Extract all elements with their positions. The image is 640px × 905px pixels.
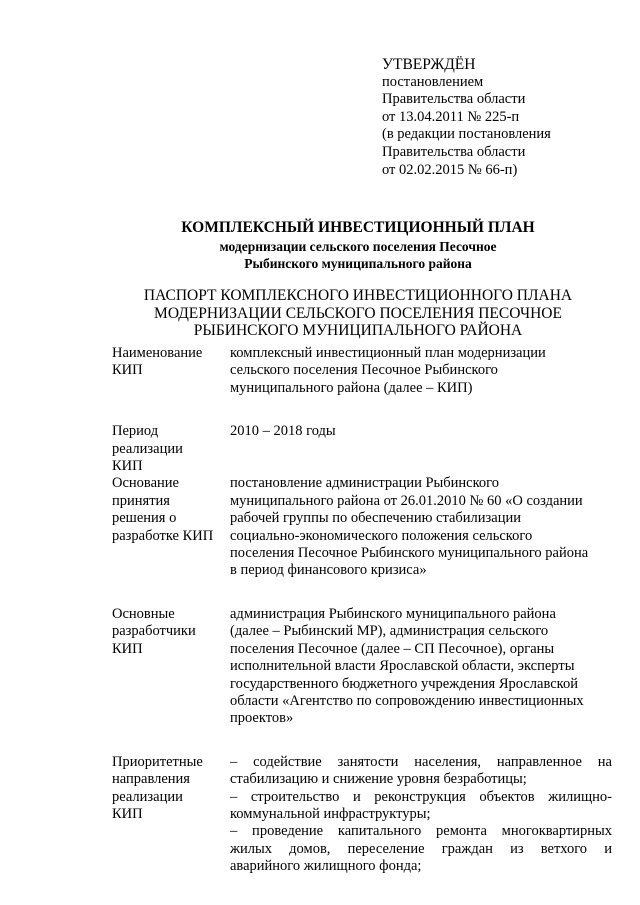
label-line: принятия — [112, 492, 170, 509]
label-line: КИП — [112, 640, 143, 657]
passport-table — [112, 345, 612, 876]
label-line: Период — [112, 423, 159, 440]
value-line: поселения Песочное Рыбинского муниципального района — [230, 545, 589, 562]
approval-line: постановлением — [382, 73, 484, 90]
label-line: КИП — [112, 805, 143, 822]
table-row — [112, 345, 612, 397]
row-label — [112, 754, 230, 876]
row-value — [230, 423, 612, 475]
value-line: поселения Песочное (далее – СП Песочное), органы — [230, 640, 555, 657]
value-line: проектов» — [230, 710, 294, 727]
label-line: разработке КИП — [112, 527, 214, 544]
value-line: комплексный инвестиционный план модернизации — [230, 345, 546, 361]
label-line: разработчики — [112, 623, 196, 640]
value-line: 2010 – 2018 годы — [230, 423, 336, 440]
title-main: КОМПЛЕКСНЫЙ ИНВЕСТИЦИОННЫЙ ПЛАН — [181, 219, 535, 236]
label-line: решения о — [112, 510, 177, 527]
priority-item — [230, 789, 612, 824]
row-label — [112, 345, 230, 397]
value-line: государственного бюджетного учреждения Ярославской — [230, 675, 578, 692]
label-line: Основные — [112, 605, 175, 622]
value-line: стабилизацию и снижение уровня безработицы; — [230, 771, 527, 788]
value-line: – строительство и реконструкция объектов жилищно- — [230, 788, 612, 805]
value-line: в период финансового кризиса» — [230, 562, 427, 579]
value-line: рабочей группы по обеспечению стабилизации — [230, 510, 521, 527]
label-line: КИП — [112, 458, 143, 475]
passport-line: ПАСПОРТ КОМПЛЕКСНОГО ИНВЕСТИЦИОННОГО ПЛАНА — [143, 287, 573, 304]
approval-line: от 02.02.2015 № 66-п) — [382, 161, 518, 178]
approval-line: Правительства области — [382, 143, 526, 160]
approval-block — [382, 56, 622, 179]
approval-heading: УТВЕРЖДЁН — [382, 56, 476, 73]
title-line: модернизации сельского поселения Песочное — [219, 239, 497, 254]
row-label — [112, 475, 230, 579]
table-row — [112, 606, 612, 728]
priority-item — [230, 754, 612, 789]
passport-heading — [100, 287, 616, 340]
row-label — [112, 606, 230, 728]
label-line: Приоритетные — [112, 753, 203, 770]
value-line: сельского поселения Песочное Рыбинского — [230, 362, 498, 379]
row-value — [230, 606, 612, 728]
row-value — [230, 754, 612, 876]
passport-line: МОДЕРНИЗАЦИИ СЕЛЬСКОГО ПОСЕЛЕНИЯ ПЕСОЧНОЕ — [154, 304, 562, 322]
value-line: постановление администрации Рыбинского — [230, 475, 500, 492]
value-line: муниципального района (далее – КИП) — [230, 379, 473, 396]
table-row — [112, 754, 612, 876]
label-line: КИП — [112, 362, 143, 379]
value-line: области «Агентство по сопровождению инвестиционных — [230, 692, 584, 709]
label-line: реализации — [112, 788, 183, 805]
title-line: Рыбинского муниципального района — [244, 256, 472, 271]
row-value — [230, 475, 612, 579]
value-line: муниципального района от 26.01.2010 № 60 «О создании — [230, 492, 583, 509]
value-line: социально-экономического положения сельского — [230, 527, 533, 544]
value-line: (далее – Рыбинский МР), администрация сельского — [230, 623, 549, 640]
table-row — [112, 475, 612, 579]
label-line: направления — [112, 771, 190, 788]
approval-line: от 13.04.2011 № 225-п — [382, 108, 520, 125]
value-line: жилых домов, переселение граждан из ветхого и — [230, 840, 612, 857]
row-value — [230, 345, 612, 397]
row-label — [112, 423, 230, 475]
priority-item — [230, 823, 612, 875]
label-line: реализации — [112, 440, 183, 457]
label-line: Основание — [112, 475, 179, 492]
table-row — [112, 423, 612, 475]
value-line: аварийного жилищного фонда; — [230, 858, 422, 875]
value-line: исполнительной власти Ярославской области, эксперты — [230, 658, 575, 675]
value-line: – проведение капитального ремонта многоквартирных — [230, 823, 612, 840]
approval-line: (в редакции постановления — [382, 126, 551, 143]
value-line: – содействие занятости населения, направленное на — [230, 753, 612, 770]
document-title — [100, 218, 616, 272]
approval-line: Правительства области — [382, 91, 526, 108]
value-line: администрация Рыбинского муниципального района — [230, 605, 556, 622]
label-line: Наименование — [112, 345, 203, 361]
passport-line: РЫБИНСКОГО МУНИЦИПАЛЬНОГО РАЙОНА — [193, 322, 523, 339]
value-line: коммунальной инфраструктуры; — [230, 805, 431, 822]
